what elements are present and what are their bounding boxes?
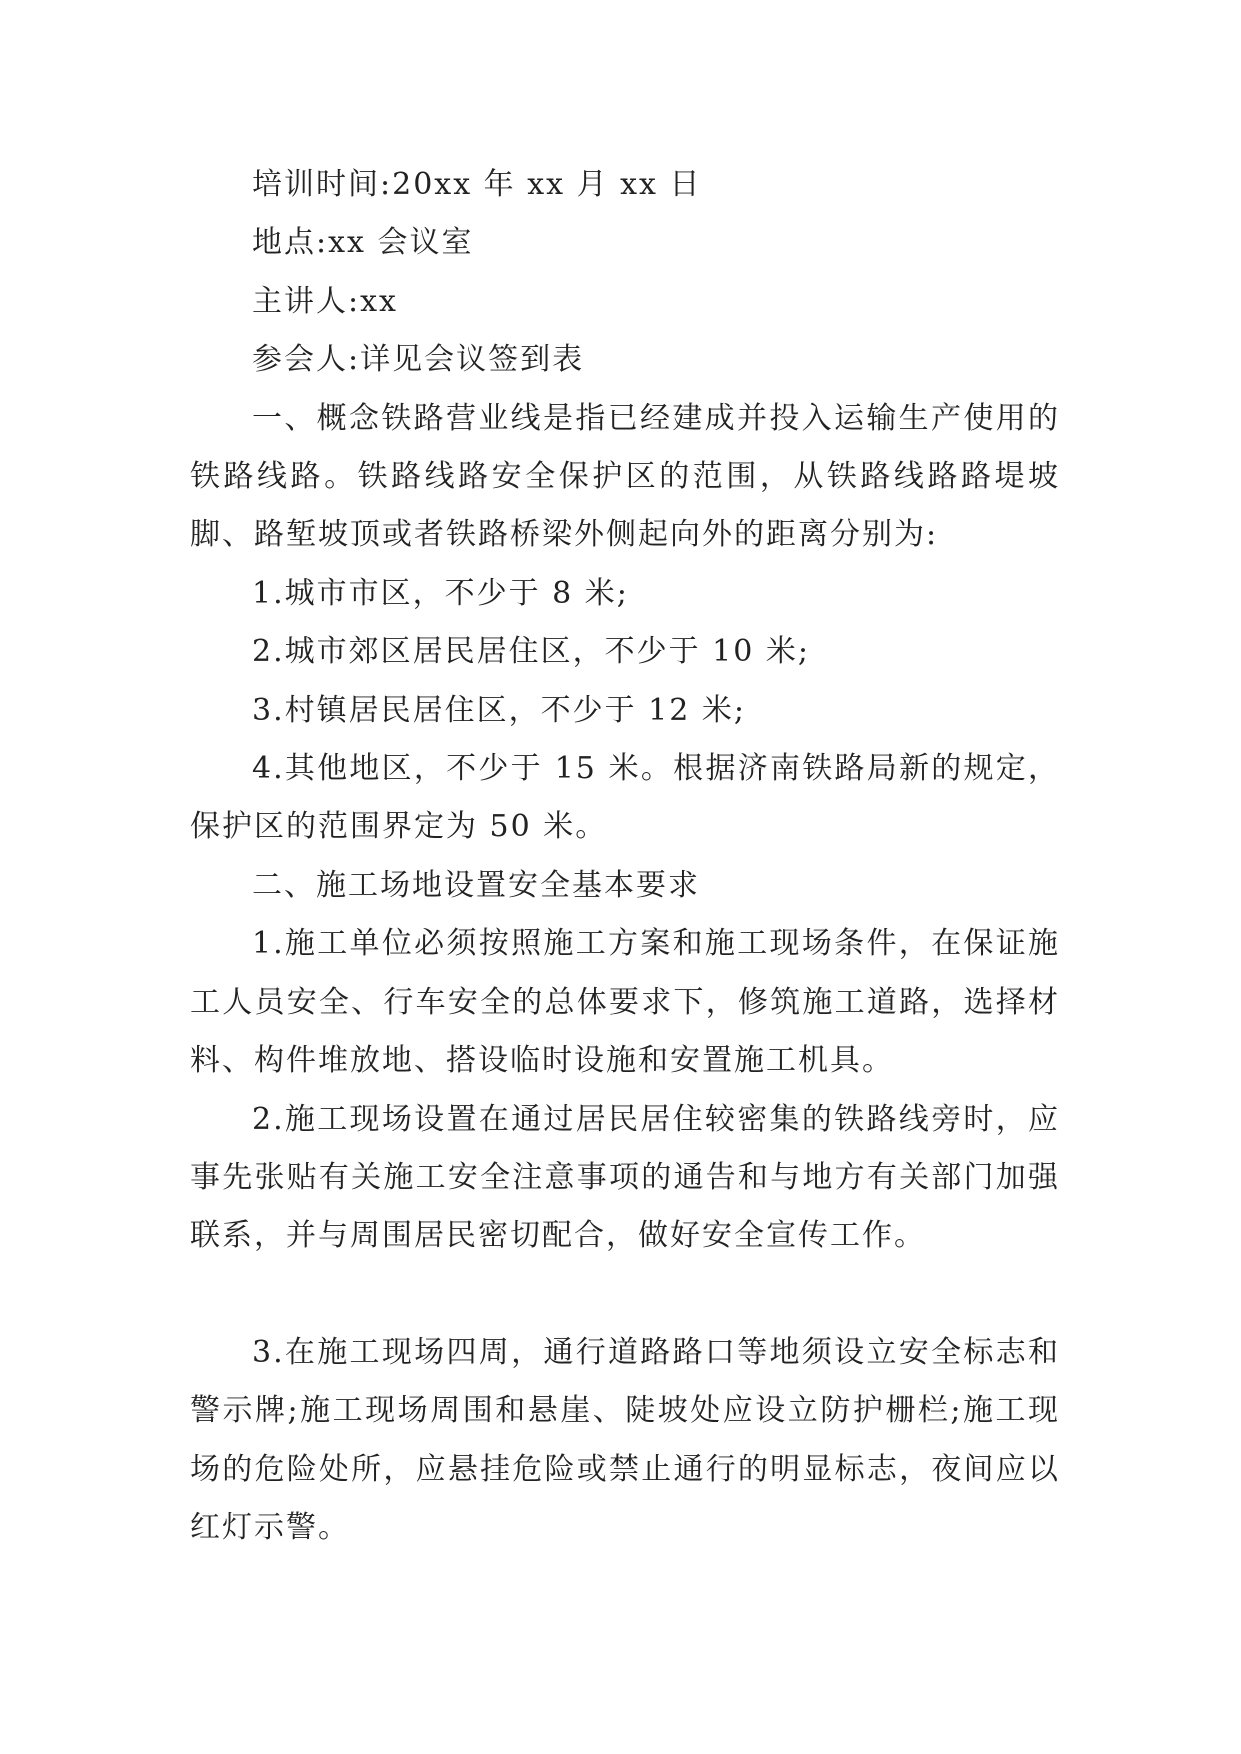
section2-item-2: 2.施工现场设置在通过居民居住较密集的铁路线旁时，应事先张贴有关施工安全注意事项的通告和与地方有关部门加强联系，并与周围居民密切配合，做好安全宣传工作。 <box>190 1101 1060 1254</box>
section2-item-1: 1.施工单位必须按照施工方案和施工现场条件，在保证施工人员安全、行车安全的总体要求下，修筑施工道路，选择材料、构件堆放地、搭设临时设施和安置施工机具。 <box>190 926 1060 1079</box>
training-time: 培训时间:20xx 年 xx 月 xx 日 <box>252 167 702 202</box>
section1-intro: 一、概念铁路营业线是指已经建成并投入运输生产使用的铁路线路。铁路线路安全保护区的范围，从铁路线路路堤坡脚、路堑坡顶或者铁路桥梁外侧起向外的距离分别为: <box>190 400 1060 553</box>
section1-item-1: 1.城市市区，不少于 8 米; <box>252 575 629 611</box>
section1-item-2: 2.城市郊区居民居住区，不少于 10 米; <box>252 634 810 670</box>
attendees: 参会人:详见会议签到表 <box>252 342 585 378</box>
section1-item-4: 4.其他地区，不少于 15 米。根据济南铁路局新的规定，保护区的范围界定为 50 米。 <box>190 751 1060 845</box>
paragraph-spacer <box>190 1266 1060 1324</box>
location: 地点:xx 会议室 <box>252 225 474 261</box>
section2-heading: 二、施工场地设置安全基本要求 <box>252 867 700 903</box>
section1-item-3: 3.村镇居民居住区，不少于 12 米; <box>252 692 746 728</box>
document-body <box>190 156 1060 1557</box>
speaker: 主讲人:xx <box>252 283 398 319</box>
section2-item-3: 3.在施工现场四周，通行道路路口等地须设立安全标志和警示牌;施工现场周围和悬崖、陡坡处应设立防护栅栏;施工现场的危险处所，应悬挂危险或禁止通行的明显标志，夜间应以红灯示警。 <box>190 1334 1060 1545</box>
